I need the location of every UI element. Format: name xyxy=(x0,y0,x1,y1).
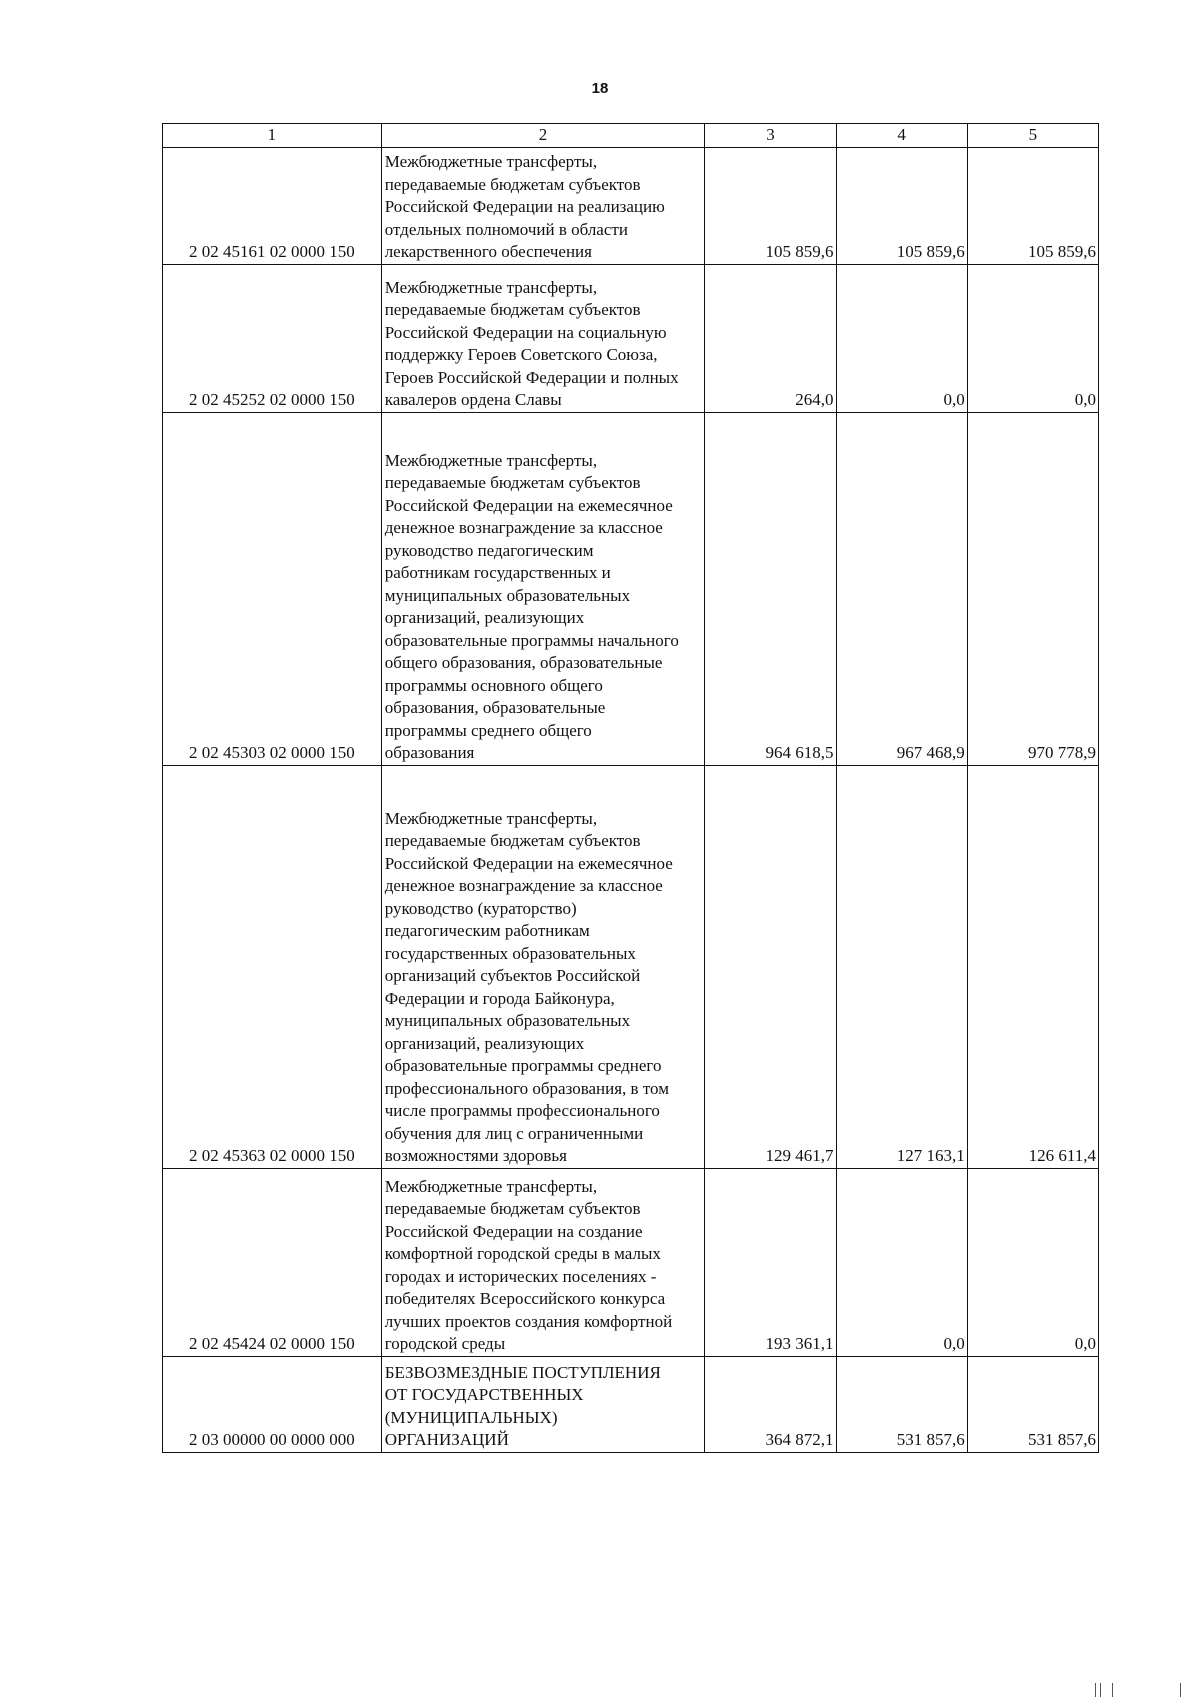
budget-code-cell: 2 02 45363 02 0000 150 xyxy=(163,765,382,1168)
table-row xyxy=(163,1356,1099,1452)
description-line: лекарственного обеспечения xyxy=(384,242,592,261)
description-line: Межбюджетные трансферты, xyxy=(384,277,598,297)
amount-col-4-cell: 105 859,6 xyxy=(836,147,967,264)
budget-code-cell: 2 03 00000 00 0000 000 xyxy=(163,1356,382,1452)
description-line: Российской Федерации на реализацию xyxy=(384,197,665,216)
amount-col-3-cell: 264,0 xyxy=(705,264,836,412)
description-cell xyxy=(381,147,705,264)
description-line: передаваемые бюджетам субъектов xyxy=(384,300,641,319)
table-row xyxy=(163,147,1099,264)
header-cell-4: 4 xyxy=(836,124,967,148)
description-line: Российской Федерации на создание xyxy=(384,1221,643,1241)
description-line: передаваемые бюджетам субъектов xyxy=(384,473,641,492)
description-line: образовательные программы среднего xyxy=(384,1056,662,1075)
budget-code-cell: 2 02 45303 02 0000 150 xyxy=(163,412,382,765)
description-line: образования xyxy=(384,743,475,762)
budget-code-cell: 2 02 45161 02 0000 150 xyxy=(163,147,382,264)
description-line: руководство (кураторство) xyxy=(384,898,577,918)
table-row xyxy=(163,412,1099,765)
description-line: БЕЗВОЗМЕЗДНЫЕ ПОСТУПЛЕНИЯ xyxy=(384,1362,661,1382)
description-line: программы среднего общего xyxy=(384,720,592,740)
description-line: организаций, реализующих xyxy=(384,1033,585,1053)
description-line: Героев Российской Федерации и полных xyxy=(384,367,679,387)
description-cell xyxy=(381,765,705,1168)
header-cell-3: 3 xyxy=(705,124,836,148)
description-line: ОТ ГОСУДАРСТВЕННЫХ xyxy=(384,1385,584,1404)
description-line: профессионального образования, в том xyxy=(384,1078,669,1098)
amount-col-4-cell: 0,0 xyxy=(836,264,967,412)
description-line: Российской Федерации на ежемесячное xyxy=(384,853,673,873)
description-line: денежное вознаграждение за классное xyxy=(384,518,663,537)
description-line: отдельных полномочий в области xyxy=(384,219,628,239)
description-line: кавалеров ордена Славы xyxy=(384,390,562,409)
amount-col-5-cell: 0,0 xyxy=(967,264,1098,412)
description-cell xyxy=(381,264,705,412)
amount-col-3-cell: 105 859,6 xyxy=(705,147,836,264)
description-cell xyxy=(381,1356,705,1452)
description-cell xyxy=(381,1168,705,1356)
scan-edge-mark xyxy=(1100,1683,1101,1697)
scan-edge-mark xyxy=(1180,1683,1181,1697)
description-line: передаваемые бюджетам субъектов xyxy=(384,1199,641,1218)
description-line: Российской Федерации на социальную xyxy=(384,322,667,342)
description-line: лучших проектов создания комфортной xyxy=(384,1311,673,1331)
description-line: возможностями здоровья xyxy=(384,1146,568,1165)
header-cell-1: 1 xyxy=(163,124,382,148)
budget-code-cell: 2 02 45252 02 0000 150 xyxy=(163,264,382,412)
description-line: организаций, реализующих xyxy=(384,608,585,627)
description-line: педагогическим работникам xyxy=(384,921,590,940)
description-line: городской среды xyxy=(384,1334,506,1353)
description-line: (МУНИЦИПАЛЬНЫХ) xyxy=(384,1407,558,1427)
amount-col-4-cell: 0,0 xyxy=(836,1168,967,1356)
amount-col-5-cell: 0,0 xyxy=(967,1168,1098,1356)
amount-col-3-cell: 964 618,5 xyxy=(705,412,836,765)
description-line: Межбюджетные трансферты, xyxy=(384,1176,598,1196)
description-line: победителях Всероссийского конкурса xyxy=(384,1289,666,1308)
description-line: передаваемые бюджетам субъектов xyxy=(384,831,641,850)
description-line: числе программы профессионального xyxy=(384,1101,660,1120)
description-line: общего образования, образовательные xyxy=(384,653,663,672)
description-cell xyxy=(381,412,705,765)
description-line: Российской Федерации на ежемесячное xyxy=(384,495,673,515)
description-line: Федерации и города Байконура, xyxy=(384,988,615,1008)
cell-spacer xyxy=(385,786,702,808)
scan-edge-mark xyxy=(1112,1683,1113,1697)
table-header-row xyxy=(163,124,1099,148)
description-line: комфортной городской среды в малых xyxy=(384,1244,661,1263)
header-cell-2: 2 xyxy=(381,124,705,148)
description-line: организаций субъектов Российской xyxy=(384,966,641,985)
table-row xyxy=(163,765,1099,1168)
amount-col-3-cell: 364 872,1 xyxy=(705,1356,836,1452)
description-line: денежное вознаграждение за классное xyxy=(384,876,663,895)
cell-spacer xyxy=(385,428,702,450)
amount-col-4-cell: 967 468,9 xyxy=(836,412,967,765)
amount-col-3-cell: 129 461,7 xyxy=(705,765,836,1168)
description-line: руководство педагогическим xyxy=(384,540,594,560)
description-line: Межбюджетные трансферты, xyxy=(384,808,598,828)
page-number: 18 xyxy=(591,80,609,97)
description-line: передаваемые бюджетам субъектов xyxy=(384,174,641,194)
amount-col-4-cell: 531 857,6 xyxy=(836,1356,967,1452)
description-line: образования, образовательные xyxy=(384,698,606,717)
header-cell-5: 5 xyxy=(967,124,1098,148)
table-row xyxy=(163,1168,1099,1356)
budget-revenue-table xyxy=(162,123,1099,1453)
description-line: муниципальных образовательных xyxy=(384,1011,631,1030)
amount-col-3-cell: 193 361,1 xyxy=(705,1168,836,1356)
table-body xyxy=(163,124,1099,1453)
amount-col-5-cell: 105 859,6 xyxy=(967,147,1098,264)
table-row xyxy=(163,264,1099,412)
description-line: программы основного общего xyxy=(384,675,603,695)
description-line: муниципальных образовательных xyxy=(384,585,631,605)
description-line: работникам государственных и xyxy=(384,563,611,582)
amount-col-4-cell: 127 163,1 xyxy=(836,765,967,1168)
description-line: государственных образовательных xyxy=(384,943,636,963)
amount-col-5-cell: 126 611,4 xyxy=(967,765,1098,1168)
budget-code-cell: 2 02 45424 02 0000 150 xyxy=(163,1168,382,1356)
description-line: Межбюджетные трансферты, xyxy=(384,152,598,171)
description-line: Межбюджетные трансферты, xyxy=(384,450,598,470)
description-line: поддержку Героев Советского Союза, xyxy=(384,345,658,364)
amount-col-5-cell: 531 857,6 xyxy=(967,1356,1098,1452)
description-line: городах и исторических поселениях - xyxy=(384,1266,657,1286)
description-line: ОРГАНИЗАЦИЙ xyxy=(384,1430,509,1449)
description-line: обучения для лиц с ограниченными xyxy=(384,1123,644,1143)
description-line: образовательные программы начального xyxy=(384,630,679,650)
scan-edge-mark xyxy=(1095,1683,1096,1697)
amount-col-5-cell: 970 778,9 xyxy=(967,412,1098,765)
